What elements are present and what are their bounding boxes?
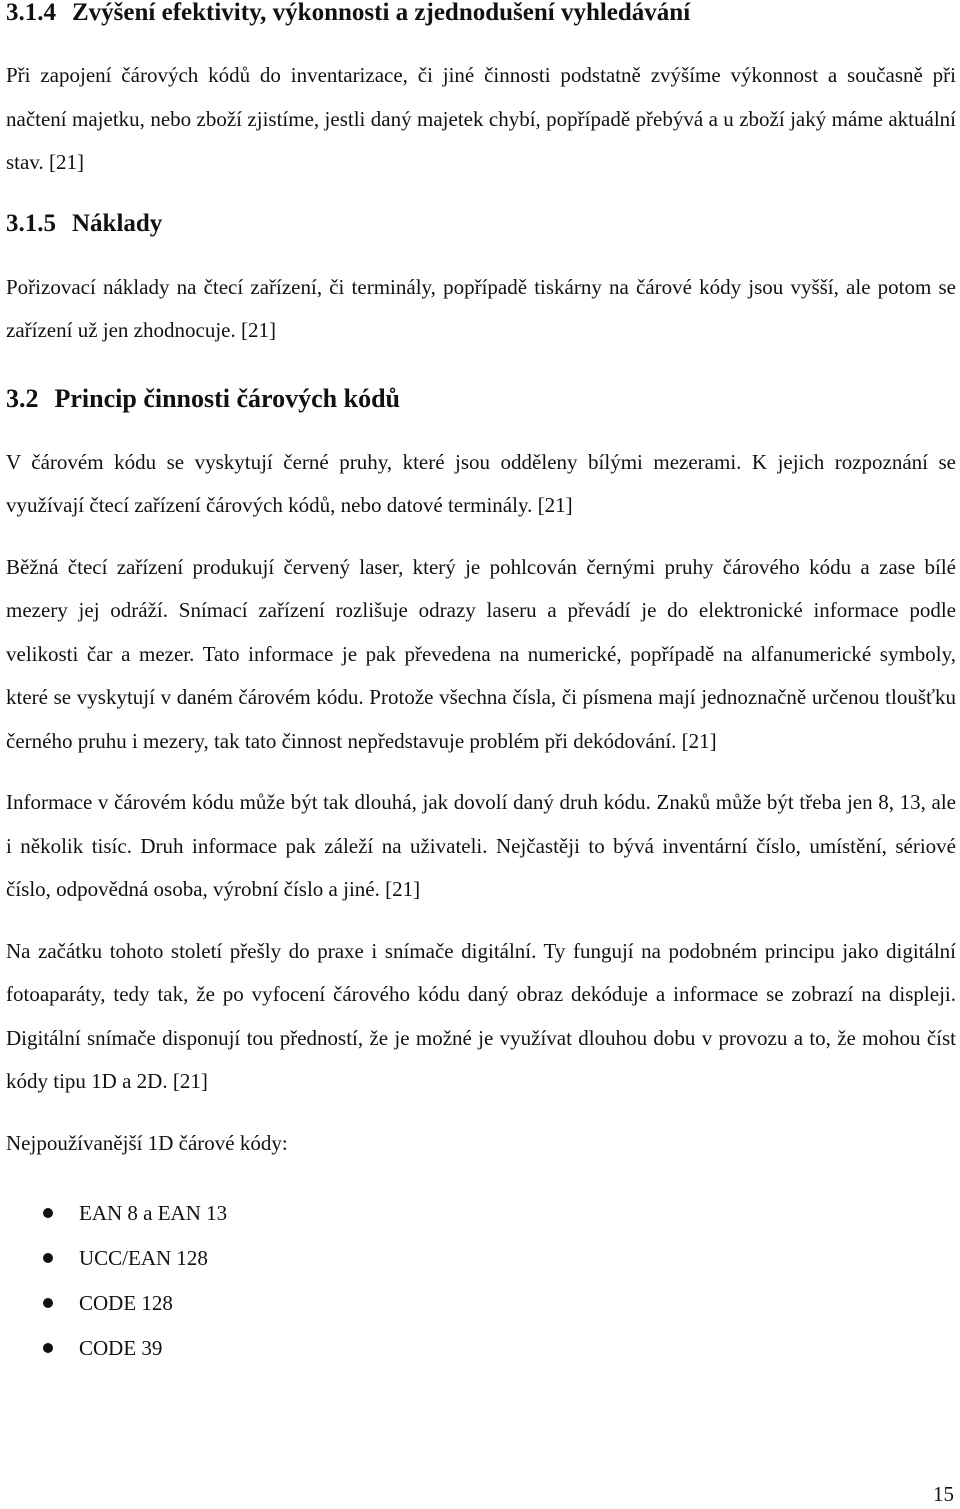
bullet-icon <box>43 1253 53 1263</box>
paragraph-princip-4: Na začátku tohoto století přešly do praxe i snímače digitální. Ty fungují na podobném principu jako digitální fotoaparáty, tedy tak, že po vyfocení čárového kódu daný obraz dekóduje a informace se zobrazí na displeji. Digitální snímače disponují tou předností, že je možné je využívat dlouhou dobu v provozu a to, že mohou číst kódy tipu 1D a 2D. [21] <box>6 938 956 1093</box>
bullet-icon <box>43 1208 53 1218</box>
list-item <box>6 1191 956 1236</box>
section-number: 3.1.4 <box>6 0 56 26</box>
page-number: 15 <box>933 1482 954 1506</box>
paragraph-naklady: Pořizovací náklady na čtecí zařízení, či terminály, popřípadě tiskárny na čárové kódy jsou vyšší, ale potom se zařízení už jen zhodnocuje. [21] <box>6 274 956 342</box>
list-intro: Nejpoužívanější 1D čárové kódy: <box>6 1130 288 1155</box>
paragraph-princip-2: Běžná čtecí zařízení produkují červený laser, který je pohlcován černými pruhy čárového kódu a zase bílé mezery jej odráží. Snímací zařízení rozlišuje odrazy laseru a převádí je do elektronické informace podle velikosti čar a mezer. Tato informace je pak převedena na numerické, popřípadě na alfanumerické symboly, které se vyskytují v daném čárovém kódu. Protože všechna čísla, či písmena mají jednoznačně určenou tloušťku černého pruhu i mezery, tak tato činnost nepředstavuje problém při dekódování. [21] <box>6 554 956 753</box>
paragraph-princip-3: Informace v čárovém kódu může být tak dlouhá, jak dovolí daný druh kódu. Znaků může být třeba jen 8, 13, ale i několik tisíc. Druh informace pak záleží na uživateli. Nejčastěji to bývá inventární číslo, umístění, sériové číslo, odpovědná osoba, výrobní číslo a jiné. [21] <box>6 790 956 901</box>
list-item-text: UCC/EAN 128 <box>79 1245 208 1270</box>
section-heading-3-1-5 <box>6 209 956 239</box>
section-title: Náklady <box>72 209 163 237</box>
paragraph-princip-1: V čárovém kódu se vyskytují černé pruhy, které jsou odděleny bílými mezerami. K jejich rozpoznání se využívají čtecí zařízení čárových kódů, nebo datové terminály. [21] <box>6 449 956 517</box>
section-number: 3.2 <box>6 383 39 413</box>
section-heading-3-1-4 <box>6 0 956 28</box>
list-item <box>6 1236 956 1281</box>
barcode-list <box>6 1191 956 1371</box>
list-item-text: EAN 8 a EAN 13 <box>79 1200 228 1225</box>
section-number: 3.1.5 <box>6 209 56 237</box>
document-page <box>6 0 956 1371</box>
list-item-text: CODE 128 <box>79 1290 173 1315</box>
list-item <box>6 1326 956 1371</box>
list-item-text: CODE 39 <box>79 1335 163 1360</box>
section-title: Zvýšení efektivity, výkonnosti a zjednodušení vyhledávání <box>72 0 691 26</box>
bullet-icon <box>43 1343 53 1353</box>
list-item <box>6 1281 956 1326</box>
section-title: Princip činnosti čárových kódů <box>54 383 401 413</box>
section-heading-3-2 <box>6 384 956 414</box>
paragraph-efektivita: Při zapojení čárových kódů do inventarizace, či jiné činnosti podstatně zvýšíme výkonnost a současně při načtení majetku, nebo zboží zjistíme, jestli daný majetek chybí, popřípadě přebývá a u zboží jaký máme aktuální stav. [21] <box>6 63 956 174</box>
bullet-icon <box>43 1298 53 1308</box>
